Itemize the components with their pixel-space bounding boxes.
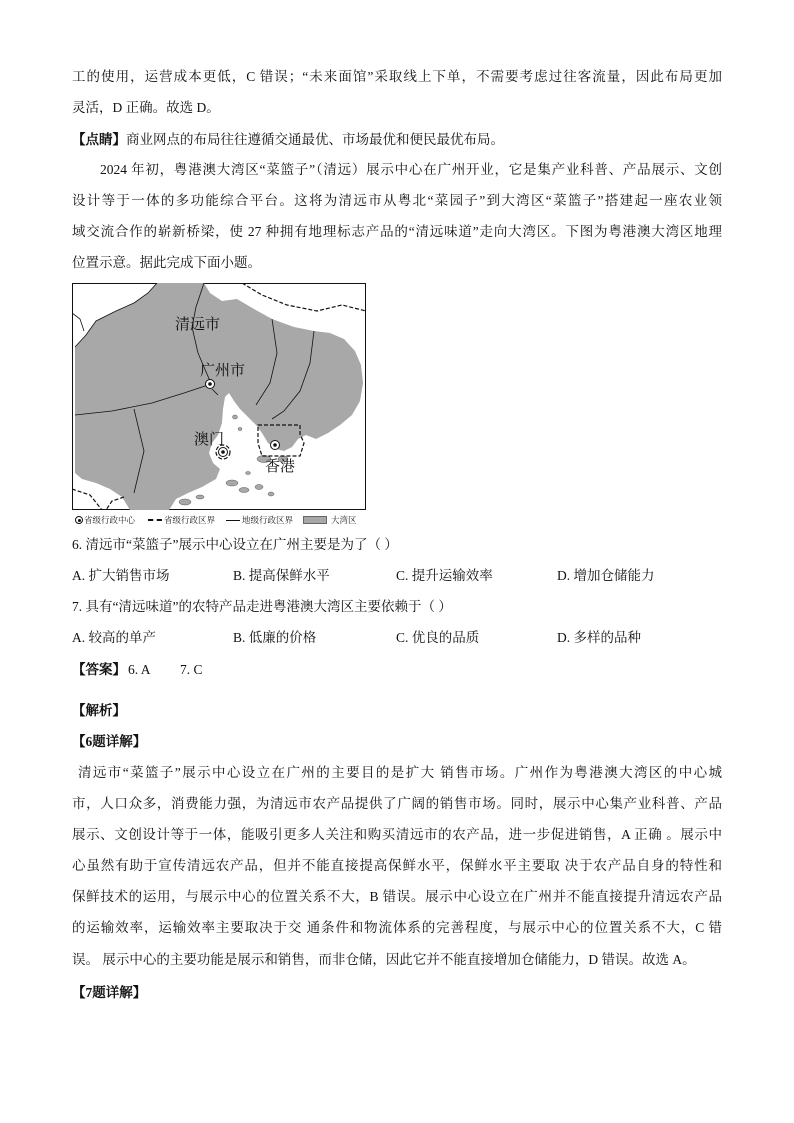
option-c: C. 优良的品质 bbox=[396, 630, 480, 645]
guangzhou-marker bbox=[206, 380, 215, 389]
question-7 bbox=[72, 597, 722, 617]
detail-6-line-1: 清远市“菜篮子”展示中心设立在广州的主要目的是扩大 销售市场。广州作为粤港澳大湾区的中心城 bbox=[78, 765, 722, 780]
intro-line-4: 位置示意。据此完成下面小题。 bbox=[72, 255, 261, 270]
detail-6-line-6: 的运输效率，运输效率主要取决于交 通条件和物流体系的完善程度，与展示中心的位置关系不大，C 错 bbox=[72, 920, 722, 935]
option-c: C. 提升运输效率 bbox=[396, 568, 493, 583]
option-b: B. 提高保鲜水平 bbox=[233, 568, 330, 583]
answer-item-7: 7. C bbox=[180, 662, 203, 677]
question-7-options bbox=[72, 628, 722, 648]
detail-6-line-3: 展示、文创设计等于一体，能吸引更多人关注和购买清远市的农产品，进一步促进销售，A 正确 。展示中 bbox=[72, 827, 722, 842]
detail-6-line-4: 心虽然有助于宣传清远农产品，但并不能直接提高保鲜水平，保鲜水平主要取 决于农产品自身的特性和 bbox=[72, 858, 722, 873]
intro-line-3: 域交流合作的崭新桥梁，使 27 种拥有地理标志产品的“清远味道”走向大湾区。下图为粤港澳大湾区地理 bbox=[72, 224, 722, 239]
question-stem: 清远市“菜篮子”展示中心设立在广州主要是为了（ ） bbox=[85, 537, 398, 552]
answer-line bbox=[72, 660, 722, 680]
detail-6-label: 【6题详解】 bbox=[72, 734, 147, 749]
intro-line-2: 设计等于一体的多功能综合平台。这将为清远市从粤北“菜园子”到大湾区“菜篮子”搭建起一座农业领 bbox=[72, 193, 722, 208]
prefecture-boundary-icon bbox=[226, 520, 240, 521]
detail-7-label: 【7题详解】 bbox=[72, 985, 147, 1000]
label-macau: 澳门 bbox=[194, 432, 225, 448]
tip-text: 商业网点的布局往往遵循交通最优、市场最优和便民最优布局。 bbox=[126, 132, 504, 147]
tip-paragraph bbox=[72, 130, 722, 150]
option-a: A. 扩大销售市场 bbox=[72, 568, 170, 583]
macau-marker bbox=[219, 448, 228, 457]
label-qingyuan: 清远市 bbox=[175, 317, 221, 333]
continuation-line-1: 工的使用，运营成本更低，C 错误；“未来面馆”采取线上下单，不需要考虑过往客流量，因此布局更加 bbox=[72, 69, 722, 84]
question-stem: 具有“清远味道”的农特产品走进粤港澳大湾区主要依赖于（ ） bbox=[85, 599, 452, 614]
question-6-options bbox=[72, 566, 722, 586]
legend-capital: 省级行政中心 bbox=[84, 515, 136, 525]
legend-prefecture-boundary: 地级行政区界 bbox=[242, 515, 294, 525]
provincial-boundary-icon bbox=[148, 519, 162, 521]
answer-item-6: 6. A bbox=[128, 662, 151, 677]
question-number: 6. bbox=[72, 537, 83, 552]
bay-area-icon bbox=[303, 516, 327, 524]
capital-icon bbox=[75, 516, 83, 524]
question-number: 7. bbox=[72, 599, 83, 614]
detail-6-line-5: 保鲜技术的运用，与展示中心的位置关系不大，B 错误。展示中心设立在广州并不能直接提升清远农产品 bbox=[72, 889, 722, 904]
option-b: B. 低廉的价格 bbox=[233, 630, 317, 645]
intro-line-1: 2024 年初，粤港澳大湾区“菜篮子”（清远）展示中心在广州开业，它是集产业科普、产品展示、文创 bbox=[100, 162, 722, 177]
detail-6-line-7: 误。 展示中心的主要功能是展示和销售，而非仓储，因此它并不能直接增加仓储能力，D 错误。故选 A。 bbox=[72, 952, 696, 967]
legend-bay-area: 大湾区 bbox=[331, 515, 357, 525]
tip-label: 【点睛】 bbox=[72, 132, 126, 147]
option-a: A. 较高的单产 bbox=[72, 630, 156, 645]
continuation-line-2: 灵活，D 正确。故选 D。 bbox=[72, 100, 220, 115]
hongkong-marker bbox=[271, 441, 280, 450]
detail-6-line-2: 市，人口众多，消费能力强，为清远市农产品提供了广阔的销售市场。同时，展示中心集产业科普、产品 bbox=[72, 796, 722, 811]
map-legend bbox=[72, 514, 372, 526]
question-6 bbox=[72, 535, 722, 555]
analysis-label: 【解析】 bbox=[72, 703, 126, 718]
legend-provincial-boundary: 省级行政区界 bbox=[164, 515, 216, 525]
label-guangzhou: 广州市 bbox=[200, 363, 246, 379]
bay-area-map bbox=[72, 283, 366, 510]
answer-label: 【答案】 bbox=[72, 662, 126, 677]
label-hongkong: 香港 bbox=[265, 459, 296, 475]
option-d: D. 多样的品种 bbox=[557, 630, 641, 645]
option-d: D. 增加仓储能力 bbox=[557, 568, 655, 583]
